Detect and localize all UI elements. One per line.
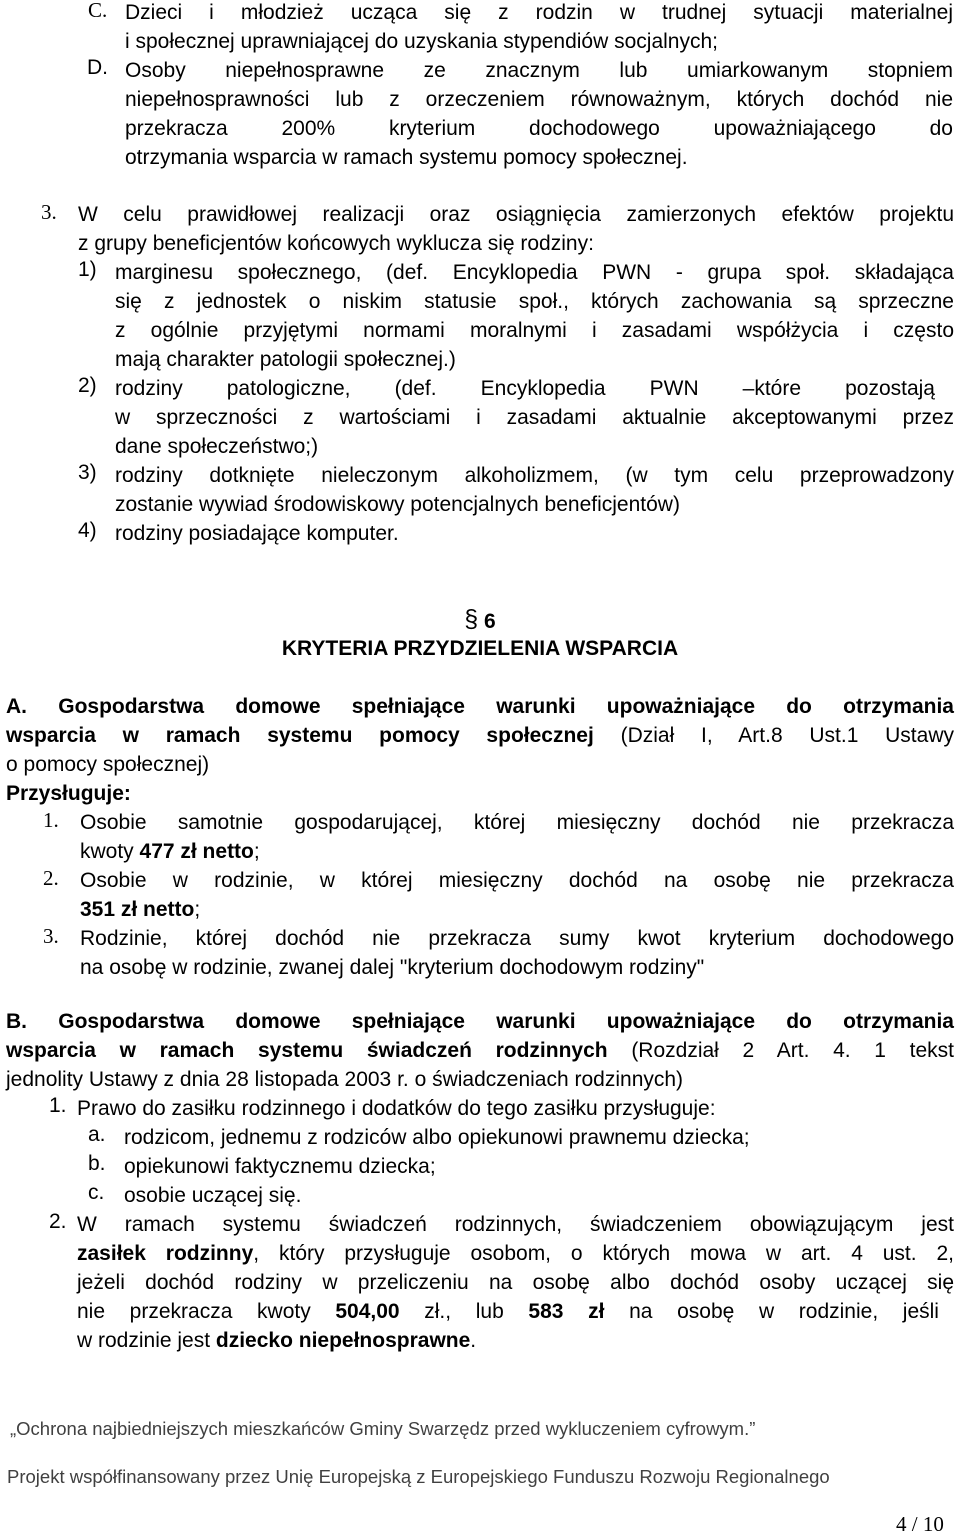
sub-item-text-line: mają charakter patologii społecznej.) [115,348,456,371]
sub-item-text-line: się z jednostek o niskim statusie społ., których zachowania są sprzeczne [115,290,954,313]
sub-item-text-line: osobie uczącej się. [124,1184,302,1207]
part-a-heading-line: wsparcia w ramach systemu pomocy społecznej (Dział I, Art.8 Ust.1 Ustawy [6,724,954,747]
sub-marker: 4) [78,519,97,542]
list-item-text-line: przekracza 200% kryterium dochodowego upoważniającego do [125,117,953,140]
sub-item-text-line: dane społeczeństwo;) [115,435,319,458]
part-b-heading-line: jednolity Ustawy z dnia 28 listopada 2003 r. o świadczeniach rodzinnych) [6,1068,684,1091]
list-marker: 3. [41,200,57,224]
list-marker: 1. [43,808,59,832]
list-item-text-line: zasiłek rodzinny, który przysługuje osobom, o których mowa w art. 4 ust. 2, [77,1242,954,1265]
list-marker: C. [88,0,108,22]
list-item-text-line: 351 zł netto; [80,898,201,921]
list-marker: 1. [49,1094,67,1117]
list-item-text-line: kwoty 477 zł netto; [80,840,260,863]
sub-item-text-line: w sprzeczności z wartościami i zasadami aktualnie akceptowanymi przez [115,406,954,429]
list-item-text-line: Osoby niepełnosprawne ze znacznym lub umiarkowanym stopniem [125,59,953,82]
part-b-heading-line: wsparcia w ramach systemu świadczeń rodzinnych (Rozdział 2 Art. 4. 1 tekst [6,1039,954,1062]
page-number: 4 / 10 [896,1512,944,1536]
part-b-heading-line: B. Gospodarstwa domowe spełniające warunki upoważniające do otrzymania [6,1010,954,1033]
list-item-text-line: W ramach systemu świadczeń rodzinnych, świadczeniem obowiązującym jest [77,1213,954,1236]
list-item-text-line: Prawo do zasiłku rodzinnego i dodatków do tego zasiłku przysługuje: [77,1097,716,1120]
section-number: § 6 [464,605,496,633]
section-sign-icon: § [464,605,479,633]
point-3-text-line: z grupy beneficjentów końcowych wyklucza się rodziny: [78,232,594,255]
sub-marker: 1) [78,258,97,281]
list-item-text-line: Dzieci i młodzież ucząca się z rodzin w trudnej sytuacji materialnej [125,1,953,24]
sub-item-text-line: rodziny dotknięte nieleczonym alkoholizmem, (w tym celu przeprowadzony [115,464,954,487]
sub-item-text-line: opiekunowi faktycznemu dziecka; [124,1155,436,1178]
sub-item-text-line: rodziny posiadające komputer. [115,522,399,545]
section-title: KRYTERIA PRZYDZIELENIA WSPARCIA [281,637,679,660]
sub-item-text-line: marginesu społecznego, (def. Encyklopedia PWN - grupa społ. składająca [115,261,954,284]
sub-item-text-line: rodziny patologiczne, (def. Encyklopedia PWN –które pozostają [115,377,935,400]
sub-marker: b. [88,1152,106,1175]
sub-item-text-line: zostanie wywiad środowiskowy potencjalnych beneficjentów) [115,493,680,516]
list-item-text-line: otrzymania wsparcia w ramach systemu pomocy społecznej. [125,146,688,169]
list-item-text-line: na osobę w rodzinie, zwanej dalej "kryterium dochodowym rodziny" [80,956,705,979]
list-item-text-line: nie przekracza kwoty 504,00 zł., lub 583 zł na osobę w rodzinie, jeśli [77,1300,939,1323]
part-a-heading-line: o pomocy społecznej) [6,753,210,776]
funding-note: Projekt współfinansowany przez Unię Europejską z Europejskiego Funduszu Rozwoju Regionalnego [7,1466,830,1487]
list-item-text-line: i społecznej uprawniającej do uzyskania stypendiów socjalnych; [125,30,718,53]
sub-marker: 2) [78,374,97,397]
sub-marker: c. [88,1181,105,1204]
list-marker: 3. [43,924,59,948]
sub-marker: 3) [78,461,97,484]
sub-item-text-line: z ogólnie przyjętymi normami moralnymi i zasadami współżycia i często [115,319,954,342]
list-item-text-line: jeżeli dochód rodziny w przeliczeniu na osobę albo dochód osoby uczącej się [77,1271,954,1294]
list-item-text-line: Osobie w rodzinie, w której miesięczny dochód na osobę nie przekracza [80,869,954,892]
list-item-text-line: w rodzinie jest dziecko niepełnosprawne. [77,1329,477,1352]
sub-marker: a. [88,1123,106,1146]
project-title: „Ochrona najbiedniejszych mieszkańców Gminy Swarzędz przed wykluczeniem cyfrowym.” [10,1418,756,1439]
list-marker: 2. [49,1210,67,1233]
list-item-text-line: Osobie samotnie gospodarującej, której miesięczny dochód nie przekracza [80,811,954,834]
list-item-text-line: Rodzinie, której dochód nie przekracza sumy kwot kryterium dochodowego [80,927,954,950]
sub-item-text-line: rodzicom, jednemu z rodziców albo opiekunowi prawnemu dziecka; [124,1126,750,1149]
point-3-text-line: W celu prawidłowej realizacji oraz osiągnięcia zamierzonych efektów projektu [78,203,954,226]
part-a-heading-line: A. Gospodarstwa domowe spełniające warunki upoważniające do otrzymania [6,695,954,718]
przyslug-label: Przysługuje: [6,782,131,805]
list-marker: 2. [43,866,59,890]
list-item-text-line: niepełnosprawności lub z orzeczeniem równoważnym, których dochód nie [125,88,953,111]
list-marker: D. [87,56,108,79]
